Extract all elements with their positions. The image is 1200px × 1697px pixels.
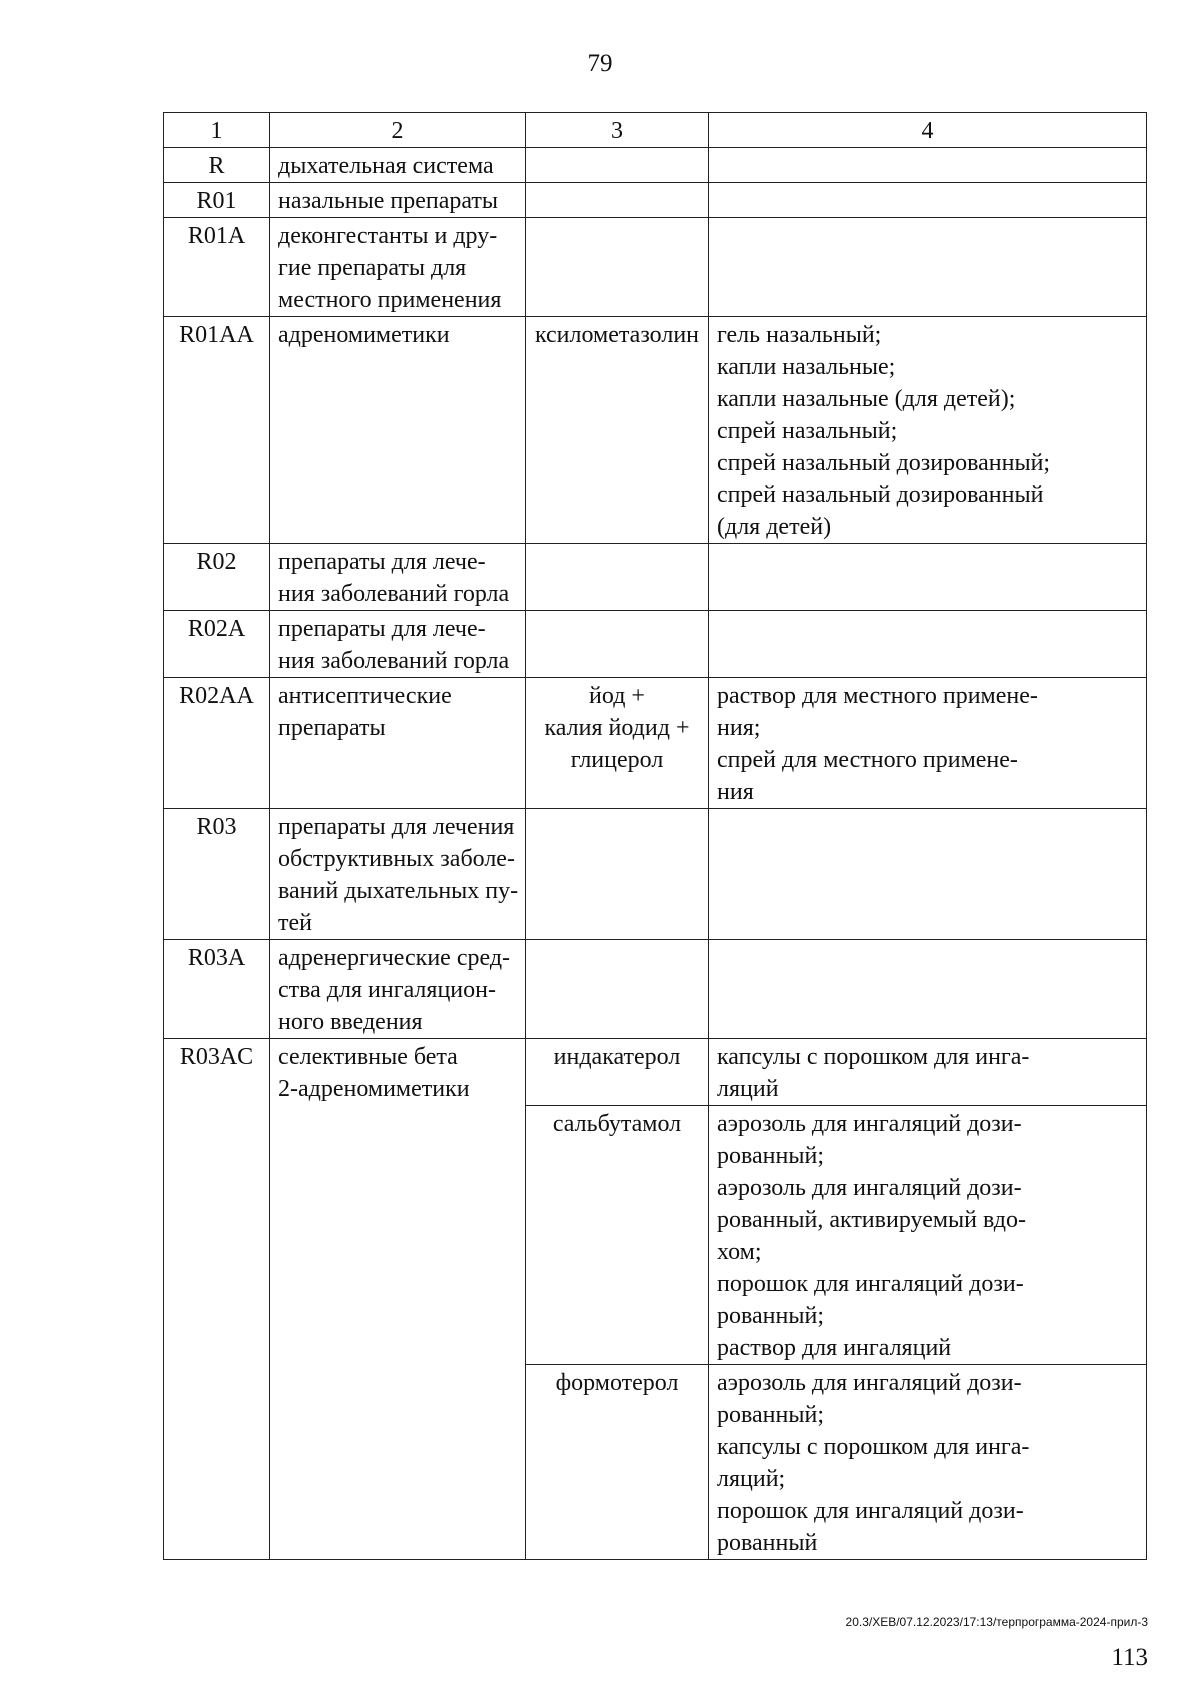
table-row [164,148,1147,183]
atc-group-name: назальные препараты [270,183,526,218]
table-row [164,183,1147,218]
header-cell: 3 [526,113,709,148]
drug-name: ксилометазолин [526,317,709,544]
atc-code: R01 [164,183,270,218]
dosage-forms [709,148,1147,183]
atc-group-name: адреномиметики [270,317,526,544]
atc-code: R02 [164,544,270,611]
header-cell: 1 [164,113,270,148]
dosage-forms: аэрозоль для ингаляций дози- рованный; капсулы с порошком для инга- ляций; порошок для ингаляций дози- рованный [709,1365,1147,1560]
drug-name [526,183,709,218]
drug-name [526,218,709,317]
drug-name: формотерол [526,1365,709,1560]
dosage-forms [709,544,1147,611]
dosage-forms [709,611,1147,678]
dosage-forms [709,809,1147,940]
atc-group-name: селективные бета 2-адреномиметики [270,1039,526,1560]
dosage-forms: раствор для местного примене- ния; спрей для местного примене- ния [709,678,1147,809]
drug-name: индакатерол [526,1039,709,1106]
drug-name [526,940,709,1039]
atc-code: R01AA [164,317,270,544]
table-row [164,317,1147,544]
header-cell: 2 [270,113,526,148]
drug-name [526,809,709,940]
atc-group-name: деконгестанты и дру- гие препараты для местного применения [270,218,526,317]
drug-name: йод + калия йодид + глицерол [526,678,709,809]
atc-group-name: адренергические сред- ства для ингаляцион- ного введения [270,940,526,1039]
drug-name [526,544,709,611]
table-row [164,218,1147,317]
footer-page-number: 113 [1111,1644,1148,1671]
atc-code: R03 [164,809,270,940]
drug-table [163,112,1147,1560]
table-row [164,809,1147,940]
atc-code: R [164,148,270,183]
atc-code: R02AA [164,678,270,809]
table-row [164,1039,1147,1106]
atc-group-name: препараты для лечения обструктивных заболе- ваний дыхательных пу- тей [270,809,526,940]
table-row [164,544,1147,611]
table-row [164,678,1147,809]
dosage-forms: гель назальный; капли назальные; капли назальные (для детей); спрей назальный; спрей назальный дозированный; спрей назальный дозированный (для детей) [709,317,1147,544]
atc-group-name: антисептические препараты [270,678,526,809]
atc-code: R02A [164,611,270,678]
atc-group-name: дыхательная система [270,148,526,183]
atc-group-name: препараты для лече- ния заболеваний горла [270,544,526,611]
table-row [164,940,1147,1039]
drug-name [526,148,709,183]
atc-code: R03A [164,940,270,1039]
dosage-forms [709,218,1147,317]
dosage-forms: капсулы с порошком для инга- ляций [709,1039,1147,1106]
atc-code: R01A [164,218,270,317]
page-number: 79 [587,50,613,77]
table-row [164,611,1147,678]
dosage-forms: аэрозоль для ингаляций дози- рованный; аэрозоль для ингаляций дози- рованный, активируемый вдо- хом; порошок для ингаляций дози- рованный; раствор для ингаляций [709,1106,1147,1365]
atc-code: R03AC [164,1039,270,1560]
header-cell: 4 [709,113,1147,148]
table-header-row [164,113,1147,148]
atc-group-name: препараты для лече- ния заболеваний горла [270,611,526,678]
dosage-forms [709,940,1147,1039]
drug-name: сальбутамол [526,1106,709,1365]
drug-name [526,611,709,678]
dosage-forms [709,183,1147,218]
document-stamp: 20.3/ХЕВ/07.12.2023/17:13/терпрограмма-2024-прил-3 [845,1615,1148,1629]
